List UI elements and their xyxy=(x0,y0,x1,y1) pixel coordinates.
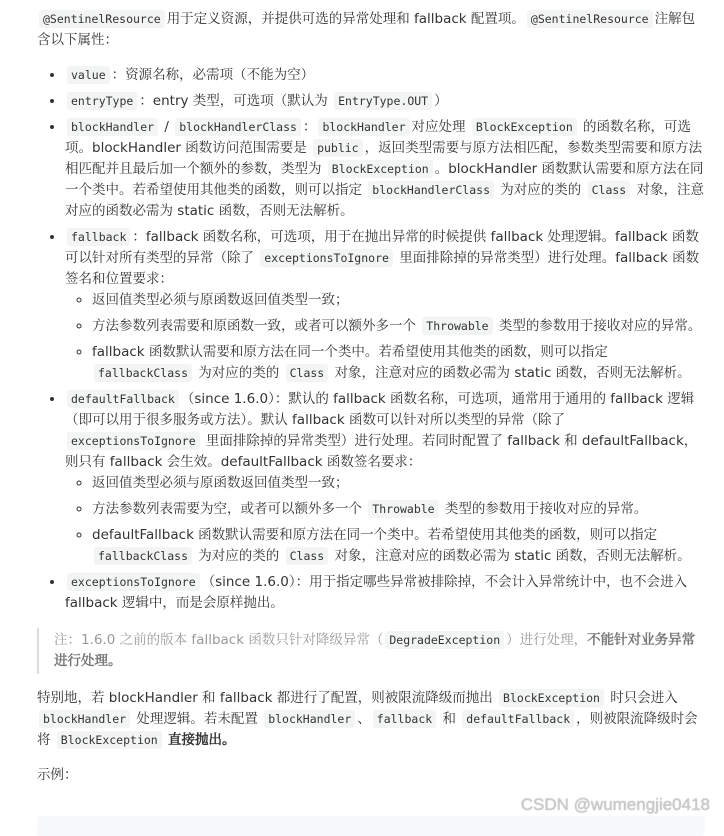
requirement-item xyxy=(92,499,705,520)
inline-code: value xyxy=(67,66,110,84)
text-run: 注解包含以下属性： xyxy=(37,11,696,48)
inline-code: blockHandler xyxy=(264,710,355,728)
text-run: ） xyxy=(434,93,448,109)
text-run: ）进行处理， xyxy=(506,632,588,648)
text-run: 和 xyxy=(438,711,461,727)
inline-code: blockHandlerClass xyxy=(368,181,494,199)
bold-text: 不能针对业务异常进行处理。 xyxy=(54,632,696,669)
attribute-item xyxy=(65,91,705,112)
bold-text: 直接抛出。 xyxy=(168,732,236,748)
inline-code: exceptionsToIgnore xyxy=(67,432,200,450)
text-run: （since 1.6.0）：默认的 fallback 函数名称，可选项，通常用于通用的 fallback 逻辑（即可以用于很多服务或方法）。默认 fallback 函数可以针对所以类型的异常（除了 xyxy=(65,391,695,428)
text-run: 处理逻辑。若未配置 xyxy=(132,711,263,727)
inline-code: public xyxy=(313,139,363,157)
inline-code: @SentinelResource xyxy=(39,10,165,28)
inline-code: fallbackClass xyxy=(94,547,192,565)
inline-code: BlockException xyxy=(472,118,577,136)
requirement-item xyxy=(92,290,705,311)
text-run: ，则被限流降级时会将 xyxy=(37,711,698,748)
text-run: 对象，注意对应的函数必需为 static 函数，否则无法解析。 xyxy=(330,365,691,381)
inline-code: defaultFallback xyxy=(67,390,179,408)
inline-code: BlockException xyxy=(499,689,604,707)
example-label xyxy=(37,765,705,786)
requirement-item xyxy=(92,316,705,337)
attribute-list xyxy=(37,65,705,614)
text-run: 类型的参数用于接收对应的异常。 xyxy=(440,501,648,517)
inline-code: @SentinelResource xyxy=(527,10,653,28)
inline-code: blockHandler xyxy=(318,118,409,136)
text-run: 用于定义资源，并提供可选的异常处理和 fallback 配置项。 xyxy=(166,11,525,27)
text-run: ，返回类型需要与原方法相匹配，参数类型需要和原方法相匹配并且最后加一个额外的参数，类型为 xyxy=(65,140,703,177)
text-run: 时只会进入 xyxy=(605,690,678,706)
requirement-list xyxy=(65,473,705,567)
text-run: 方法参数列表需要为空，或者可以额外多一个 xyxy=(92,501,367,517)
text-run: 的函数名称，可选项。blockHandler 函数访问范围需要是 xyxy=(65,119,692,156)
text-run: 对应处理 xyxy=(411,119,470,135)
attribute-item xyxy=(65,227,705,384)
text-run: 返回值类型必须与原函数返回值类型一致； xyxy=(92,475,349,491)
watermark: CSDN @wumengjie0418 xyxy=(520,795,710,814)
inline-code: fallback xyxy=(67,228,130,246)
text-run: ：entry 类型，可选项（默认为 xyxy=(139,93,333,109)
text-run: 类型的参数用于接收对应的异常。 xyxy=(494,318,702,334)
text-run: 对象，注意对应的函数必需为 static 函数，否则无法解析。 xyxy=(330,548,691,564)
text-run: 为对应的类的 xyxy=(496,182,586,198)
text-run: 里面排除掉的异常类型）进行处理。fallback 函数签名和位置要求： xyxy=(65,250,700,287)
inline-code: BlockException xyxy=(57,731,162,749)
inline-code: defaultFallback xyxy=(462,710,574,728)
inline-code: blockHandlerClass xyxy=(175,118,301,136)
text-run: 注：1.6.0 之前的版本 fallback 函数只针对降级异常（ xyxy=(54,632,384,648)
text-run: defaultFallback 函数默认需要和原方法在同一个类中。若希望使用其他类的函数，则可以指定 xyxy=(92,527,658,543)
inline-code: Class xyxy=(286,364,329,382)
inline-code: fallback xyxy=(373,710,436,728)
version-note xyxy=(37,628,705,674)
text-run: fallback 函数默认需要和原方法在同一个类中。若希望使用其他类的函数，则可以指定 xyxy=(92,344,608,360)
text-run: 返回值类型必须与原函数返回值类型一致； xyxy=(92,292,349,308)
text-run: ：资源名称，必需项（不能为空） xyxy=(111,67,315,83)
inline-code: Class xyxy=(588,181,631,199)
inline-code: BlockException xyxy=(328,160,433,178)
inline-code: fallbackClass xyxy=(94,364,192,382)
inline-code: Class xyxy=(286,547,329,565)
text-run: 。blockHandler 函数默认需要和原方法在同一个类中。若希望使用其他类的函数，则可以指定 xyxy=(65,161,704,198)
inline-code: Throwable xyxy=(422,317,492,335)
inline-code: DegradeException xyxy=(385,631,504,649)
text-run: 为对应的类的 xyxy=(194,365,284,381)
text-run: / xyxy=(160,119,174,135)
text-run: 为对应的类的 xyxy=(194,548,284,564)
intro-paragraph xyxy=(37,9,705,51)
inline-code: blockHandler xyxy=(39,710,130,728)
text-run: 特别地，若 blockHandler 和 fallback 都进行了配置，则被限流降级而抛出 xyxy=(37,690,498,706)
text-run: ：fallback 函数名称，可选项，用于在抛出异常的时候提供 fallback 处理逻辑。fallback 函数可以针对所有类型的异常（除了 xyxy=(65,229,699,266)
attribute-item xyxy=(65,65,705,86)
text-run: 里面排除掉的异常类型）进行处理。若同时配置了 fallback 和 defaultFallback，则只有 fallback 会生效。defaultFallback 函数签名要求： xyxy=(65,433,698,470)
inline-code: entryType xyxy=(67,92,137,110)
requirement-list xyxy=(65,290,705,384)
attribute-item xyxy=(65,117,705,222)
special-paragraph xyxy=(37,688,705,751)
document-body xyxy=(37,9,705,800)
inline-code: EntryType.OUT xyxy=(334,92,432,110)
requirement-item xyxy=(92,473,705,494)
requirement-item xyxy=(92,342,705,384)
inline-code: exceptionsToIgnore xyxy=(67,573,200,591)
inline-code: blockHandler xyxy=(67,118,158,136)
requirement-item xyxy=(92,525,705,567)
attribute-item xyxy=(65,572,705,614)
text-run: 示例： xyxy=(37,767,78,783)
text-run: （since 1.6.0）：用于指定哪些异常被排除掉，不会计入异常统计中，也不会进入 fallback 逻辑中，而是会原样抛出。 xyxy=(65,574,688,611)
attribute-item xyxy=(65,389,705,567)
text-run: 对象，注意对应的函数必需为 static 函数，否则无法解析。 xyxy=(65,182,705,219)
text-run: 、 xyxy=(357,711,371,727)
inline-code: exceptionsToIgnore xyxy=(260,249,393,267)
text-run: ： xyxy=(302,119,317,135)
inline-code: Throwable xyxy=(368,500,438,518)
text-run: 方法参数列表需要和原函数一致，或者可以额外多一个 xyxy=(92,318,421,334)
code-block xyxy=(37,816,705,836)
